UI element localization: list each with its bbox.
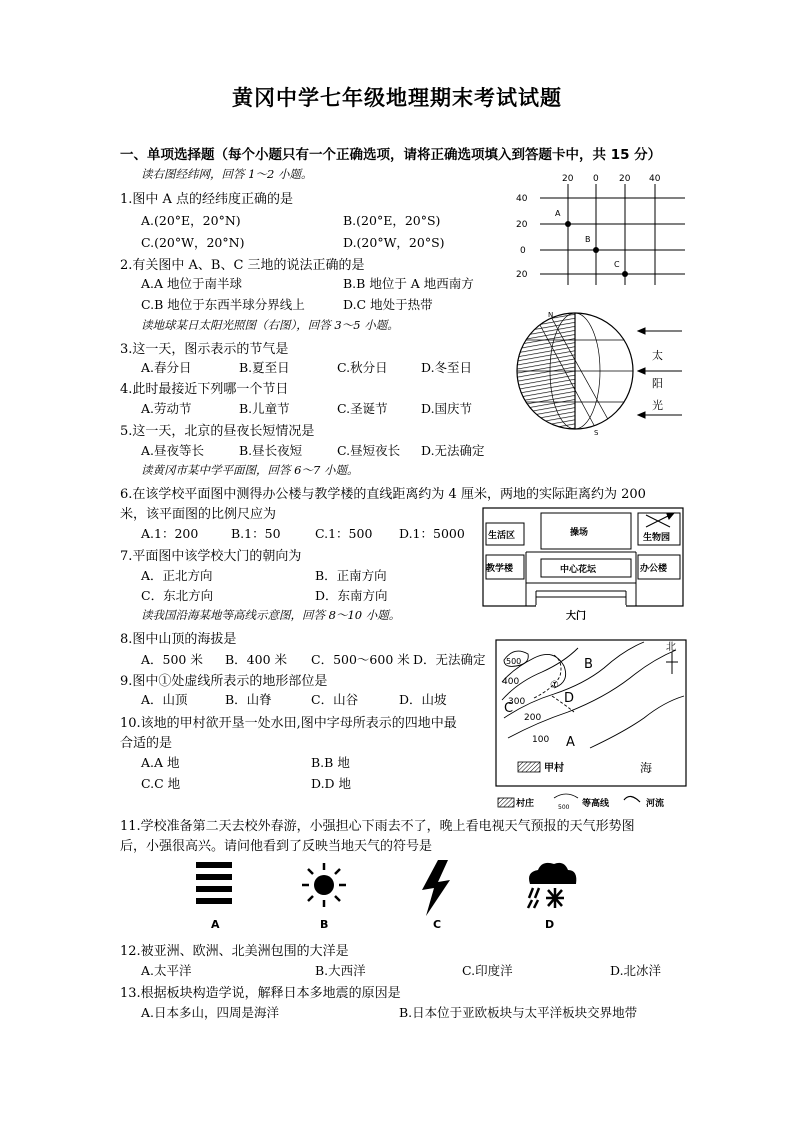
contour-label-200: 200 <box>524 713 542 723</box>
weather-label-a: A <box>211 918 220 931</box>
q9-option-d[interactable]: D．山坡 <box>399 692 447 707</box>
q5-option-a[interactable]: A.昼夜等长 <box>141 443 205 458</box>
north-indicator-icon <box>666 641 678 674</box>
q7-option-c[interactable]: C．东北方向 <box>141 588 214 603</box>
school-center-garden: 中心花坛 <box>560 565 597 575</box>
globe-s-label: S <box>594 429 599 437</box>
contour-mark-1: ① <box>550 680 559 691</box>
q4-option-b[interactable]: B.儿童节 <box>239 401 290 416</box>
grid-point-a: A <box>555 209 561 218</box>
section-heading: 一、单项选择题（每个小题只有一个正确选项，请将正确选项填入到答题卡中，共 15 分） <box>120 147 662 163</box>
sunlight-label-1: 太 <box>652 349 663 362</box>
q3-option-a[interactable]: A.春分日 <box>141 360 192 375</box>
q1-option-b[interactable]: B.(20°E，20°S) <box>343 213 441 228</box>
q7-stem: 7.平面图中该学校大门的朝向为 <box>120 549 302 564</box>
q2-stem: 2.有关图中 A、B、C 三地的说法正确的是 <box>120 258 365 273</box>
q10-option-c[interactable]: C.C 地 <box>141 776 181 791</box>
grid-point-b: B <box>585 235 591 244</box>
school-plan-figure <box>480 505 690 620</box>
q12-stem: 12.被亚洲、欧洲、北美洲包围的大洋是 <box>120 944 349 959</box>
q13-option-a[interactable]: A.日本多山，四周是海洋 <box>141 1005 280 1020</box>
page-title: 黄冈中学七年级地理期末考试试题 <box>232 86 562 110</box>
q12-option-b[interactable]: B.大西洋 <box>315 963 366 978</box>
q2-option-d[interactable]: D.C 地处于热带 <box>343 297 433 312</box>
hint-2: 读地球某日太阳光照图（右图），回答 3～5 小题。 <box>141 318 399 332</box>
rain-snow-icon[interactable] <box>528 863 576 908</box>
grid-left-label-1: 40 <box>516 194 528 204</box>
school-teaching-building: 教学楼 <box>486 564 514 574</box>
q12-option-a[interactable]: A.太平洋 <box>141 963 192 978</box>
q2-option-a[interactable]: A.A 地位于南半球 <box>141 276 243 291</box>
q3-stem: 3.这一天，图示表示的节气是 <box>120 342 289 357</box>
grid-left-label-4: 20 <box>516 270 528 280</box>
svg-text:北: 北 <box>666 642 676 653</box>
q3-option-c[interactable]: C.秋分日 <box>337 360 388 375</box>
grid-top-label-4: 40 <box>649 174 661 184</box>
weather-symbols <box>190 858 590 938</box>
q1-option-d[interactable]: D.(20°W，20°S) <box>343 235 445 250</box>
q1-option-a[interactable]: A.(20°E，20°N) <box>141 213 241 228</box>
grid-top-label-1: 20 <box>562 174 574 184</box>
weather-label-d: D <box>545 918 555 931</box>
school-playground: 操场 <box>570 528 589 538</box>
q10-stem-line1: 10.该地的甲村欲开垦一处水田,图中字母所表示的四地中最 <box>120 716 457 731</box>
lightning-icon[interactable] <box>422 860 450 916</box>
hint-3: 读黄冈市某中学平面图，回答 6～7 小题。 <box>141 463 359 477</box>
q12-option-c[interactable]: C.印度洋 <box>462 963 513 978</box>
contour-map-figure <box>494 638 690 813</box>
weather-label-b: B <box>320 918 329 931</box>
q7-option-b[interactable]: B．正南方向 <box>315 568 387 583</box>
q10-option-a[interactable]: A.A 地 <box>141 755 180 770</box>
grid-point-c: C <box>614 260 620 269</box>
q9-option-a[interactable]: A．山顶 <box>141 692 188 707</box>
overcast-icon[interactable] <box>196 862 232 904</box>
q9-option-c[interactable]: C．山谷 <box>311 692 359 707</box>
q4-option-a[interactable]: A.劳动节 <box>141 401 192 416</box>
contour-label-400: 400 <box>502 677 520 687</box>
contour-point-a: A <box>566 735 575 750</box>
q6-option-d[interactable]: D.1：5000 <box>399 526 465 541</box>
q11-stem-line2: 后，小强很高兴。请问他看到了反映当地天气的符号是 <box>120 839 433 854</box>
grid-left-label-2: 20 <box>516 220 528 230</box>
q8-option-c[interactable]: C．500～600 米 <box>311 652 410 667</box>
q10-stem-line2: 合适的是 <box>120 736 173 751</box>
q1-option-c[interactable]: C.(20°W，20°N) <box>141 235 245 250</box>
weather-label-c: C <box>433 918 442 931</box>
school-living-area: 生活区 <box>488 531 516 541</box>
q8-stem: 8.图中山顶的海拔是 <box>120 632 237 647</box>
contour-label-300: 300 <box>508 697 526 707</box>
q9-stem: 9.图中①处虚线所表示的地形部位是 <box>120 674 328 689</box>
q6-stem-line1: 6.在该学校平面图中测得办公楼与教学楼的直线距离约为 4 厘米，两地的实际距离约为 200 <box>120 487 646 502</box>
q10-option-d[interactable]: D.D 地 <box>311 776 352 791</box>
contour-village: 甲村 <box>544 763 564 774</box>
q1-stem: 1.图中 A 点的经纬度正确的是 <box>120 192 294 207</box>
q13-stem: 13.根据板块构造学说，解释日本多地震的原因是 <box>120 986 401 1001</box>
q11-stem-line1: 11.学校准备第二天去校外春游，小强担心下雨去不了，晚上看电视天气预报的天气形势图 <box>120 819 635 834</box>
q6-option-a[interactable]: A.1：200 <box>141 526 199 541</box>
q6-stem-line2: 米，该平面图的比例尺应为 <box>120 507 277 522</box>
q4-stem: 4.此时最接近下列哪一个节日 <box>120 382 289 397</box>
q8-option-a[interactable]: A．500 米 <box>141 652 203 667</box>
contour-label-500: 500 <box>506 657 522 666</box>
q5-option-b[interactable]: B.昼长夜短 <box>239 443 303 458</box>
q2-option-c[interactable]: C.B 地位于东西半球分界线上 <box>141 297 305 312</box>
q7-option-d[interactable]: D．东南方向 <box>315 588 388 603</box>
grid-top-label-3: 20 <box>619 174 631 184</box>
globe-n-label: N <box>548 311 554 319</box>
q12-option-d[interactable]: D.北冰洋 <box>610 963 662 978</box>
q3-option-b[interactable]: B.夏至日 <box>239 360 290 375</box>
sunlight-label-3: 光 <box>652 399 663 412</box>
q6-option-b[interactable]: B.1：50 <box>231 526 281 541</box>
contour-point-c: C <box>504 701 514 716</box>
contour-label-100: 100 <box>532 735 550 745</box>
school-gate: 大门 <box>566 611 586 620</box>
q6-option-c[interactable]: C.1：500 <box>315 526 373 541</box>
q4-option-d[interactable]: D.国庆节 <box>421 401 473 416</box>
legend-village: 村庄 <box>516 799 535 809</box>
sunlight-globe-figure <box>510 305 690 440</box>
contour-sea: 海 <box>640 761 653 775</box>
school-garden: 生物园 <box>643 533 671 543</box>
q7-option-a[interactable]: A．正北方向 <box>141 568 213 583</box>
q4-option-c[interactable]: C.圣诞节 <box>337 401 388 416</box>
hint-4: 读我国沿海某地等高线示意图，回答 8～10 小题。 <box>141 608 401 622</box>
q10-option-b[interactable]: B.B 地 <box>311 755 350 770</box>
q5-stem: 5.这一天，北京的昼夜长短情况是 <box>120 424 315 439</box>
contour-point-b: B <box>584 657 593 672</box>
sunny-icon[interactable] <box>302 863 346 907</box>
legend-river: 河流 <box>646 799 665 809</box>
q5-option-c[interactable]: C.昼短夜长 <box>337 443 401 458</box>
legend-contour-number: 500 <box>558 804 570 811</box>
contour-point-d: D <box>564 691 575 706</box>
q5-option-d[interactable]: D.无法确定 <box>421 443 485 458</box>
school-office-building: 办公楼 <box>640 564 668 574</box>
lat-long-grid-figure <box>510 170 690 290</box>
q8-option-d[interactable]: D．无法确定 <box>413 652 486 667</box>
grid-left-label-3: 0 <box>520 246 526 256</box>
q8-option-b[interactable]: B．400 米 <box>225 652 288 667</box>
grid-top-label-2: 0 <box>593 174 599 184</box>
sunlight-label-2: 阳 <box>652 377 663 390</box>
q9-option-b[interactable]: B．山脊 <box>225 692 272 707</box>
q2-option-b[interactable]: B.B 地位于 A 地西南方 <box>343 276 474 291</box>
q3-option-d[interactable]: D.冬至日 <box>421 360 473 375</box>
north-arrow-icon <box>646 513 674 527</box>
q13-option-b[interactable]: B.日本位于亚欧板块与太平洋板块交界地带 <box>399 1005 638 1020</box>
hint-1: 读右图经纬网，回答 1～2 小题。 <box>141 167 313 181</box>
legend-contour: 等高线 <box>582 799 610 809</box>
